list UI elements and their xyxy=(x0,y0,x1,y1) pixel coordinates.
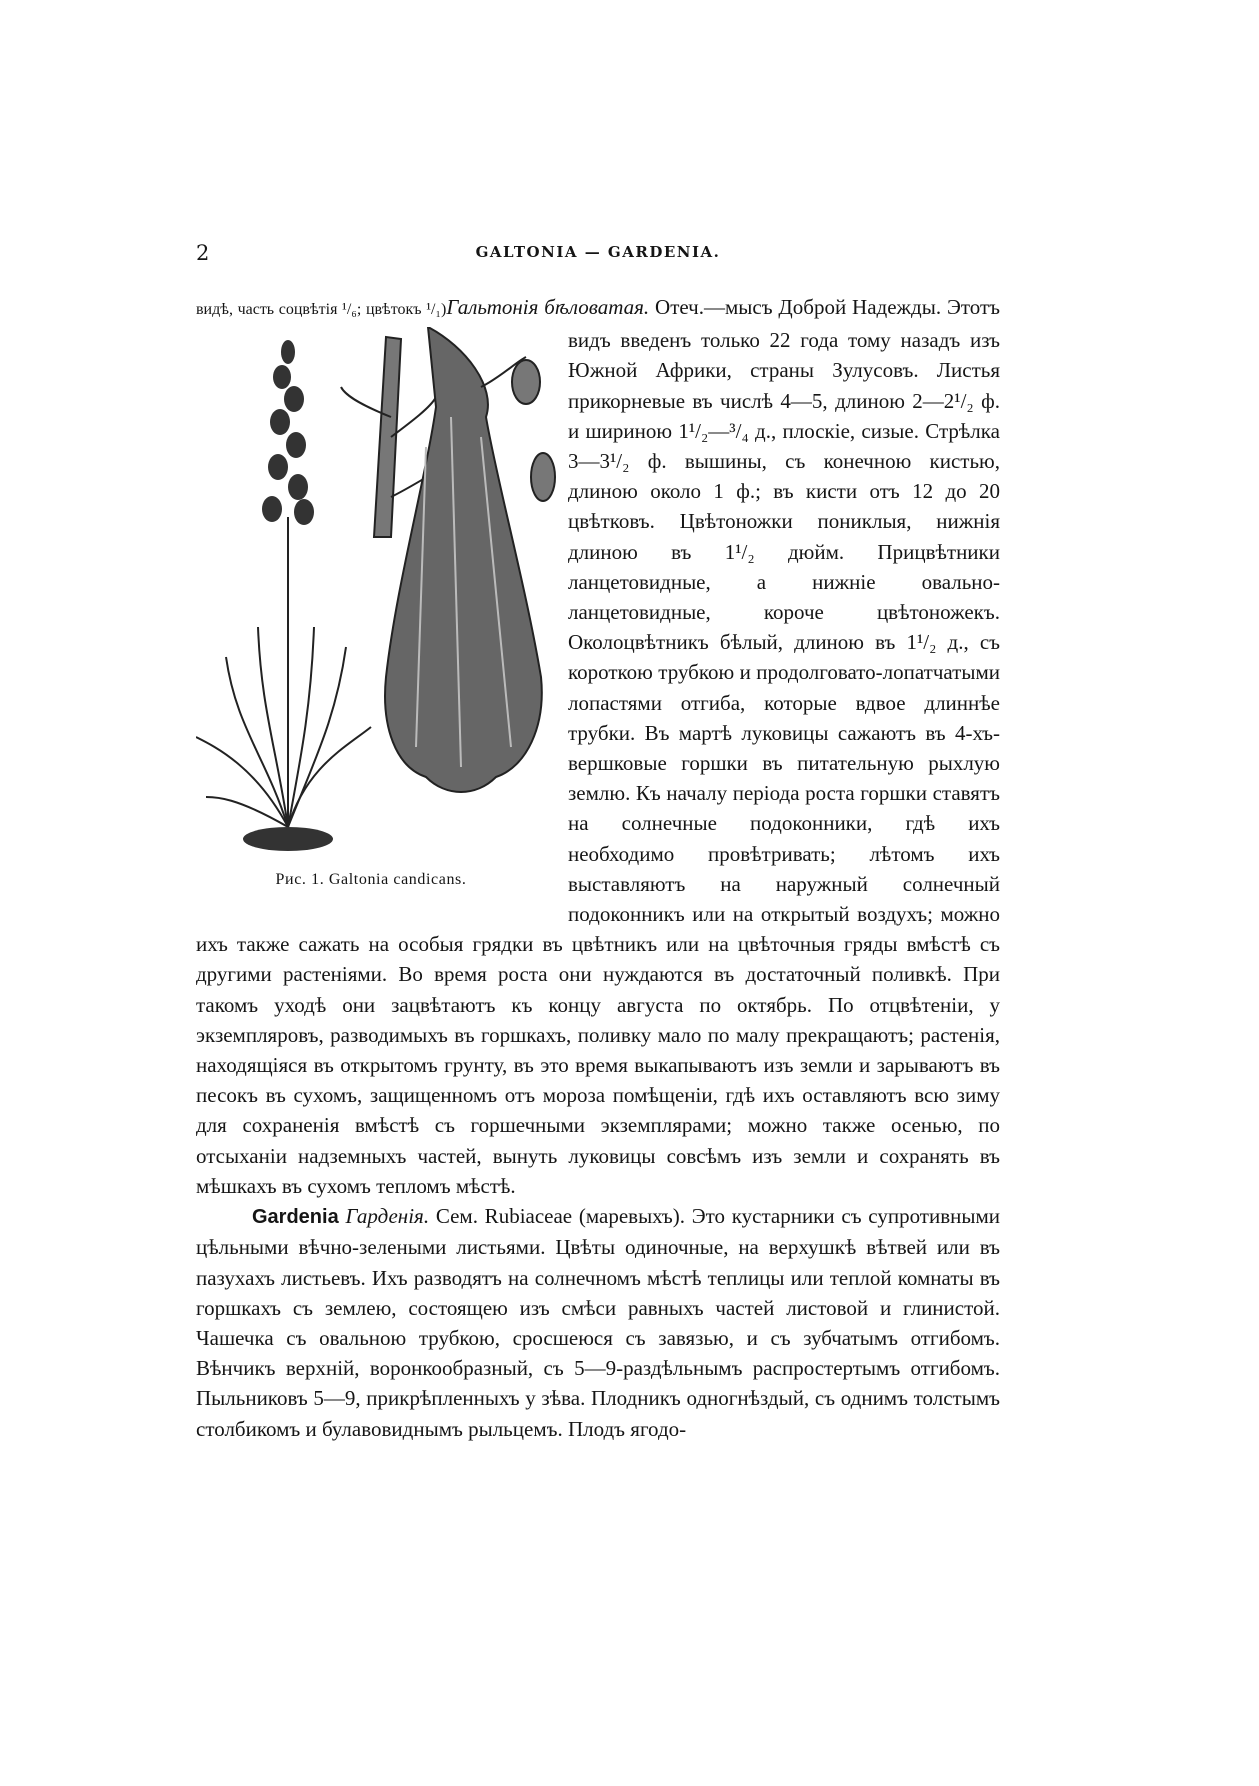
genus-name-russian: Гарденія. xyxy=(345,1204,430,1229)
species-name-russian: Гальтонія бѣловатая. xyxy=(446,295,650,319)
page-number: 2 xyxy=(196,241,210,265)
figure-caption: Рис. 1. Galtonia candicans. xyxy=(275,871,467,889)
galtonia-illustration xyxy=(196,327,568,907)
paragraph-gardenia-text: Сем. Rubiaceae (маревыхъ). Это кустарники съ супротивными цѣльными вѣчно-зелеными листьями. Цвѣты одиночные, на верхушкѣ вѣтвей или въ пазухахъ листьевъ. Ихъ разводятъ на солнечномъ мѣстѣ теплицы или теплой комнаты въ горшкахъ съ землею, состоящею изъ смѣси равныхъ частей листовой и глинистой. Чашечка съ овальною трубкою, сросшеюся съ завязью, и съ зубчатымъ отгибомъ. Вѣнчикъ верхній, воронкообразный, съ 5—9-раздѣльнымъ распростертымъ отгибомъ. Пыльниковъ 5—9, прикрѣпленныхъ у зѣва. Плодникъ одногнѣздый, съ однимъ толстымъ столбикомъ и булавовиднымъ рыльцемъ. Плодъ ягодо- xyxy=(196,1204,1001,1441)
paragraph-galtonia-text: Отеч.—мысъ Доброй Надежды. Этотъ видъ введенъ только 22 года тому назадъ изъ Южной Африки, страны Зулусовъ. Листья прикорневые въ числѣ 4—5, длиною 2—2¹/₂ ф. и шириною 1¹/₂—³/₄ д., плоскіе, сизые. Стрѣлка 3—3¹/₂ ф. вышины, съ конечною кистью, длиною около 1 ф.; въ кисти отъ 12 до 20 цвѣтковъ. Цвѣтоножки пониклыя, нижнія длиною въ 1¹/₂ дюйм. Прицвѣтники ланцетовидные, а нижніе овально-ланцетовидные, короче цвѣтоножекъ. Околоцвѣтникъ бѣлый, длиною въ 1¹/₂ д., съ короткою трубкою и продолговато-лопатчатыми лопастями отгиба, которые вдвое длиннѣе трубки. Въ мартѣ луковицы сажаютъ въ 4-хъ-вершковые горшки въ питательную рыхлую землю. Къ началу періода роста горшки ставятъ на солнечные подоконники, гдѣ ихъ необходимо провѣтривать; лѣтомъ ихъ выставляютъ на наружный солнечный подоконникъ или на открытый воздухъ; можно ихъ также сажать на особыя грядки въ цвѣтникъ или на цвѣточныя гряды вмѣстѣ съ другими растеніями. Во время роста они нуждаются въ достаточный поливкѣ. При такомъ уходѣ они зацвѣтаютъ къ концу августа по октябрь. По отцвѣтеніи, у экземпляровъ, разводимыхъ въ горшкахъ, поливку мало по малу прекращаютъ; растенія, находящіяся въ открытомъ грунту, въ это время выкапываютъ изъ земли и зарываютъ въ песокъ въ сухомъ, защищенномъ отъ мороза помѣщеніи, гдѣ ихъ оставляютъ всю зиму для сохраненія вмѣстѣ съ горшечными экземплярами; можно также осенью, по отсыханіи надземныхъ частей, вынуть луковицы совсѣмъ изъ земли и сохранять въ мѣшкахъ въ сухомъ тепломъ мѣстѣ. xyxy=(196,295,1000,1198)
running-title: GALTONIA — GARDENIA. xyxy=(475,243,721,261)
paragraph-gardenia xyxy=(196,1201,1000,1444)
galtonia-drawing xyxy=(196,327,556,857)
paragraph-galtonia xyxy=(196,292,1000,1201)
page-header xyxy=(196,241,1000,271)
genus-name-gardenia: Gardenia xyxy=(252,1206,339,1229)
body-text xyxy=(196,292,1000,1444)
paragraph-lead: видѣ, часть соцвѣтія ¹/₆; цвѣтокъ ¹/₁) xyxy=(196,301,447,318)
